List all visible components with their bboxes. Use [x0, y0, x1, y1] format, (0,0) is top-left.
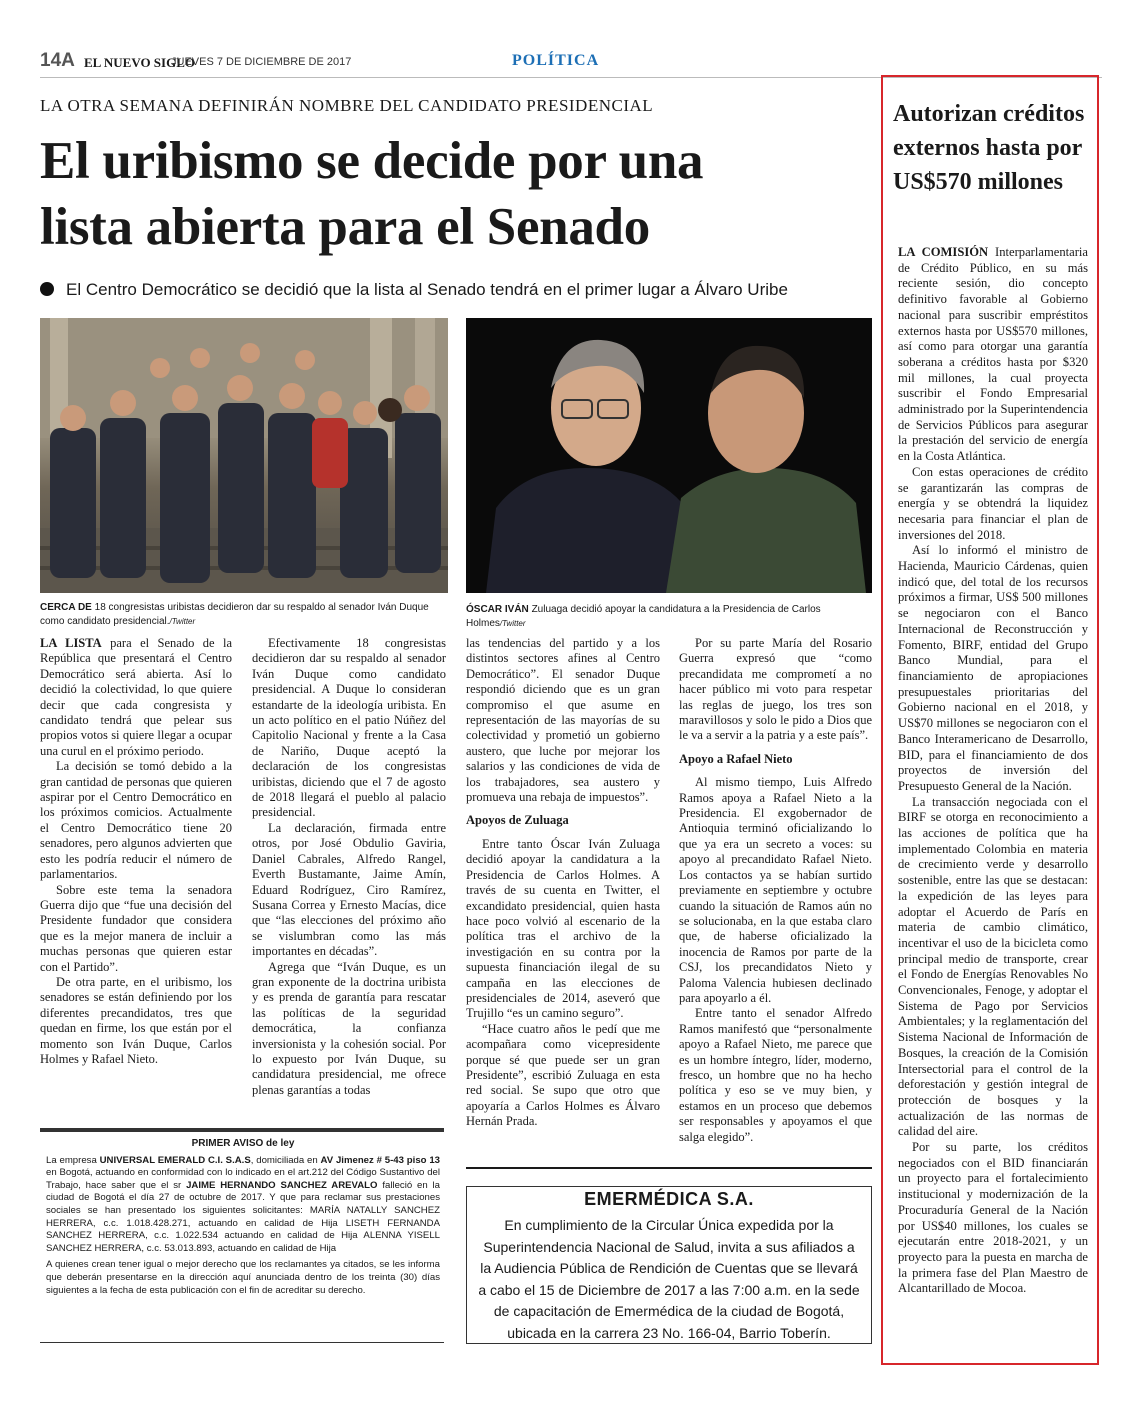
lead-in: LA LISTA [40, 636, 102, 650]
sidebar-headline: Autorizan créditos externos hasta por US$570 millones [893, 101, 1085, 195]
paragraph: LA LISTA para el Senado de la República que presentará el Centro Democrático será abierta. Así lo decidió la colectividad, lo que quiere decir que cada congresista y candidato tendrá que pelear sus propios votos si quiere llegar a ocupar una curul en el próximo periodo. [40, 636, 232, 758]
photo-congresistas [40, 318, 448, 593]
subhead-text: El Centro Democrático se decidió que la lista al Senado tendrá en el primer lugar a Álvaro Uribe [66, 280, 788, 299]
page-number: 14A [40, 50, 75, 71]
photo1-caption [40, 601, 448, 629]
caption-lead: CERCA DE [40, 602, 92, 613]
paragraph: Con estas operaciones de crédito se garantizarán las compras de energía y se obtendrá la liquidez necesaria para financiar el plan de inversiones del 2018. [898, 464, 1088, 542]
lead-in: LA COMISIÓN [898, 245, 989, 259]
article-column-4 [679, 636, 872, 1145]
paragraph: LA COMISIÓN Interparlamentaria de Crédito Público, en su más reciente sesión, dio concepto definitivo favorable al Gobierno nacional para suscribir empréstitos externos hasta por US$570 millones, así como para otorgar una garantía soberana a créditos hasta por $320 mil millones, la cual proyecta suscribir el Fondo Empresarial administrado por la Superintendencia de Servicios Públicos para asegurar la prestación del servicio de energía en la Costa Atlántica. [898, 245, 1088, 464]
notice-paragraph: A quienes crean tener igual o mejor derecho que los reclamantes ya citados, se les informa que deberán presentarse en la dirección aquí anunciada dentro de los treinta (30) días siguientes a la fecha de esta publicación con el fin de acreditar su derecho. [46, 1259, 440, 1296]
article-column-2 [252, 636, 446, 1098]
photo-zuluaga-holmes [466, 318, 872, 593]
article-kicker: LA OTRA SEMANA DEFINIRÁN NOMBRE DEL CANDIDATO PRESIDENCIAL [40, 96, 654, 115]
notice-paragraph: La empresa UNIVERSAL EMERALD C.I. S.A.S, domiciliada en AV Jimenez # 5-43 piso 13 en Bogotá, actuando en conformidad con lo indicado en el art.212 del Código Sustantivo del Trabajo, hace saber que el sr JAIME HERNANDO SANCHEZ AREVALO falleció en la ciudad de Bogotá el día 27 de octubre de 2017. Y que para reclamar sus prestaciones sociales se han presentado los siguientes solicitantes: MARÍA NATALLY SANCHEZ HERRERA, c.c. 1.018.428.271, actuando en calidad de Hija LISETH FERNANDA SANCHEZ HERRERA, c.c. 1.022.534 actuando en calidad de Hija ALENNA YISELL SANCHEZ HERRERA, c.c. 53.013.893, actuando en calidad de Hija [46, 1154, 441, 1254]
paragraph: Al mismo tiempo, Luis Alfredo Ramos apoya a Rafael Nieto a la Presidencia. El exgobernador de Antioquia terminó oficializando lo que ya era un secreto a voces: su apoyo al precandidato Rafael Nieto. Los contactos ya se habían surtido previamente en septiembre y octubre cuando la situación de Ramos aún no se solucionaba, en la que estaba claro que, de haberse oficializado la inocencia de Ramos por parte de la CSJ, los precandidatos Nieto y Paloma Valencia hubiesen declinado para apoyarlo a él. [679, 775, 872, 1005]
group-photo-illustration [40, 318, 448, 593]
ad-title: EMERMÉDICA S.A. [584, 1189, 754, 1209]
emermedica-ad [466, 1186, 872, 1344]
notice-title: PRIMER AVISO de ley [191, 1138, 295, 1149]
caption-text: 18 congresistas uribistas decidieron dar su respaldo al senador Iván Duque como candidato presidencial. [40, 602, 429, 627]
sidebar-body [898, 245, 1088, 1297]
caption-credit: /Twitter [499, 619, 526, 628]
newspaper-name: EL NUEVO SIGLO [84, 55, 195, 70]
section-label: POLÍTICA [512, 52, 600, 69]
article-column-3 [466, 636, 660, 1130]
sidebar-article [881, 75, 1099, 1365]
paragraph: Agrega que “Iván Duque, es un gran exponente de la doctrina uribista y es prenda de garantía para rescatar las políticas de la seguridad democrática, la confianza inversionista y la cohesión social. Por lo expuesto por Iván Duque, su candidatura presidencial, me ofrece plenas garantías a todas [252, 959, 446, 1097]
portrait-photo-illustration [466, 318, 872, 593]
article-headline [40, 128, 840, 260]
paragraph: Sobre este tema la senadora Guerra dijo que “fue una decisión del Presidente fundador que considera que es la mejor manera de incluir a muchas personas que quieren estar con el Partido”. [40, 882, 232, 974]
ad-body: En cumplimiento de la Circular Única expedida por la Superintendencia Nacional de Salud, invita a sus afiliados a la Audiencia Pública de Rendición de Cuentas que se llevará a cabo el 15 de Diciembre de 2017 a las 7:00 a.m. en la sede de capacitación de Emermédica de la ciudad de Bogotá, ubicada en la carrera 23 No. 166-04, Barrio Toberín. [478, 1217, 860, 1341]
headline-line-1: El uribismo se decide por una [40, 132, 704, 190]
caption-text: Zuluaga decidió apoyar la candidatura a la Presidencia de Carlos Holmes [466, 604, 821, 629]
paragraph: Por su parte María del Rosario Guerra expresó que “como precandidata me comprometí a no hacer público mi voto para respetar las reglas de juego, los tres son maravillosos y solo le pido a Dios que le va a servir a la patria y a este país”. [679, 636, 872, 743]
paragraph: La declaración, firmada entre otros, por José Obdulio Gaviria, Daniel Cabrales, Alfredo Rangel, Everth Bustamante, Jaime Amín, Eduard Rodríguez, Ciro Ramírez, Susana Correa y Ernesto Macías, dice que “las elecciones del próximo año se vislumbran como las más importantes en décadas”. [252, 820, 446, 959]
paragraph: Entre tanto Óscar Iván Zuluaga decidió apoyar la candidatura a la Presidencia de Carlos Holmes. A través de su cuenta en Twitter, el excandidato presidencial, quien hasta hace poco volvió al escenario de la política tras el archivo de la investigación en su contra por la supuesta financiación ilegal de su campaña en las elecciones de presidenciales de 2014, aseveró que Trujillo “es un camino seguro”. [466, 836, 660, 1021]
paragraph: La decisión se tomó debido a la gran cantidad de personas que quieren aspirar por el Centro Democrático en los próximos comicios. Actualmente el Centro Democrático tiene 20 senadores, pero algunos advierten que esto les podría reducir el número de parlamentarios. [40, 759, 232, 882]
headline-line-2: lista abierta para el Senado [40, 198, 650, 256]
legal-notice [40, 1128, 444, 1343]
caption-credit: /Twitter [169, 617, 196, 626]
issue-date: JUEVES 7 DE DICIEMBRE DE 2017 [171, 56, 352, 68]
article-column-1 [40, 636, 232, 1067]
page-header [40, 48, 1102, 78]
article-subhead [40, 280, 788, 300]
photo2-caption [466, 603, 872, 631]
caption-lead: ÓSCAR IVÁN [466, 604, 529, 615]
paragraph: De otra parte, en el uribismo, los senadores se están definiendo por los diferentes precandidatos, tres que quedan en firme, los que están por el momento son Iván Duque, Carlos Holmes y Rafael Nieto. [40, 974, 232, 1066]
section-subhead: Apoyos de Zuluaga [466, 813, 569, 828]
paragraph: Por su parte, los créditos negociados con el BID financiarán un proyecto para el fortalecimiento institucional y modernización de la Procuraduría General de la Nación por US$40 millones, los cuales se ejecutarán entre 2018-2021, y un proyecto para la puesta en marcha de la primera fase del Plan Maestro de Alcantarillado de Mocoa. [898, 1140, 1088, 1296]
paragraph: Así lo informó el ministro de Hacienda, Mauricio Cárdenas, quien indicó que, del total de los recursos próximos a firmar, US$ 500 millones se negociaron con el Banco Internacional de Reconstrucción y Fomento, BIRF, entidad del Grupo Banco Mundial, para el financiamiento de apropiaciones presupuestales prioritarias del Gobierno nacional en el 2018, y US$70 millones se negociaron con el Banco Interamericano de Desarrollo, BID, para el financiamiento de dos proyectos de inversión del Presupuesto General de la Nación. [898, 543, 1088, 793]
section-subhead: Apoyo a Rafael Nieto [679, 751, 793, 766]
paragraph: Entre tanto el senador Alfredo Ramos manifestó que “personalmente apoyo a Rafael Nieto, me parece que es un hombre íntegro, líder, moderno, fresco, un hombre que no ha hecho política y eso se ve muy bien, y estamos en un proceso que debemos ser responsables y apoyamos el que salga elegido”. [679, 1006, 872, 1144]
paragraph: Efectivamente 18 congresistas decidieron dar su respaldo al senador Iván Duque como candidato presidencial. A Duque lo consideran estandarte de la ideología uribista. En un acto político en el patio Núñez del Capitolio Nacional y frente a la Casa de Nariño, Duque aceptó la declaración de los congresistas uribistas, diciendo que el 7 de agosto de 2018 llegará el pueblo al palacio presidencial. [252, 636, 446, 820]
bullet-icon [40, 282, 54, 296]
article-end-rule [466, 1167, 872, 1169]
paragraph: “Hace cuatro años le pedí que me acompañara como vicepresidente porque sé que puede ser un gran Presidente”, escribió Zuluaga en esta red social. Se supo que otro que apoyaría a Carlos Holmes es Álvaro Hernán Prada. [466, 1021, 660, 1129]
paragraph: las tendencias del partido y a los distintos sectores afines al Centro Democrático”. El senador Duque respondió diciendo que es un gran compromiso el que asume en representación de las mayorías de su colectividad y prometió un gobierno austero, que luche por mejorar los salarios y las condiciones de vida de los trabajadores, sea austero y promueva una rebaja de impuestos”. [466, 636, 660, 805]
paragraph: La transacción negociada con el BIRF se otorga en reconocimiento a las acciones de política que ha implementado Colombia en materia de crecimiento verde y desarrollo sostenible, entre las que se destacan: la expedición de las leyes para adoptar el Acuerdo de París en materia de cambio climático, incentivar el uso de la bicicleta como principal medio de transporte, crear el Fondo de Energías Renovables No Convencionales, Fenoge, y adoptar el Sistema de Pago por Servicios Ambientales; y la reglamentación del Sistema Nacional de Información de Bosques, la creación de la Comisión Intersectorial para el control de la deforestación y gestión integral de protección de bosques y la actualización de las normas de calidad del aire. [898, 794, 1088, 1139]
